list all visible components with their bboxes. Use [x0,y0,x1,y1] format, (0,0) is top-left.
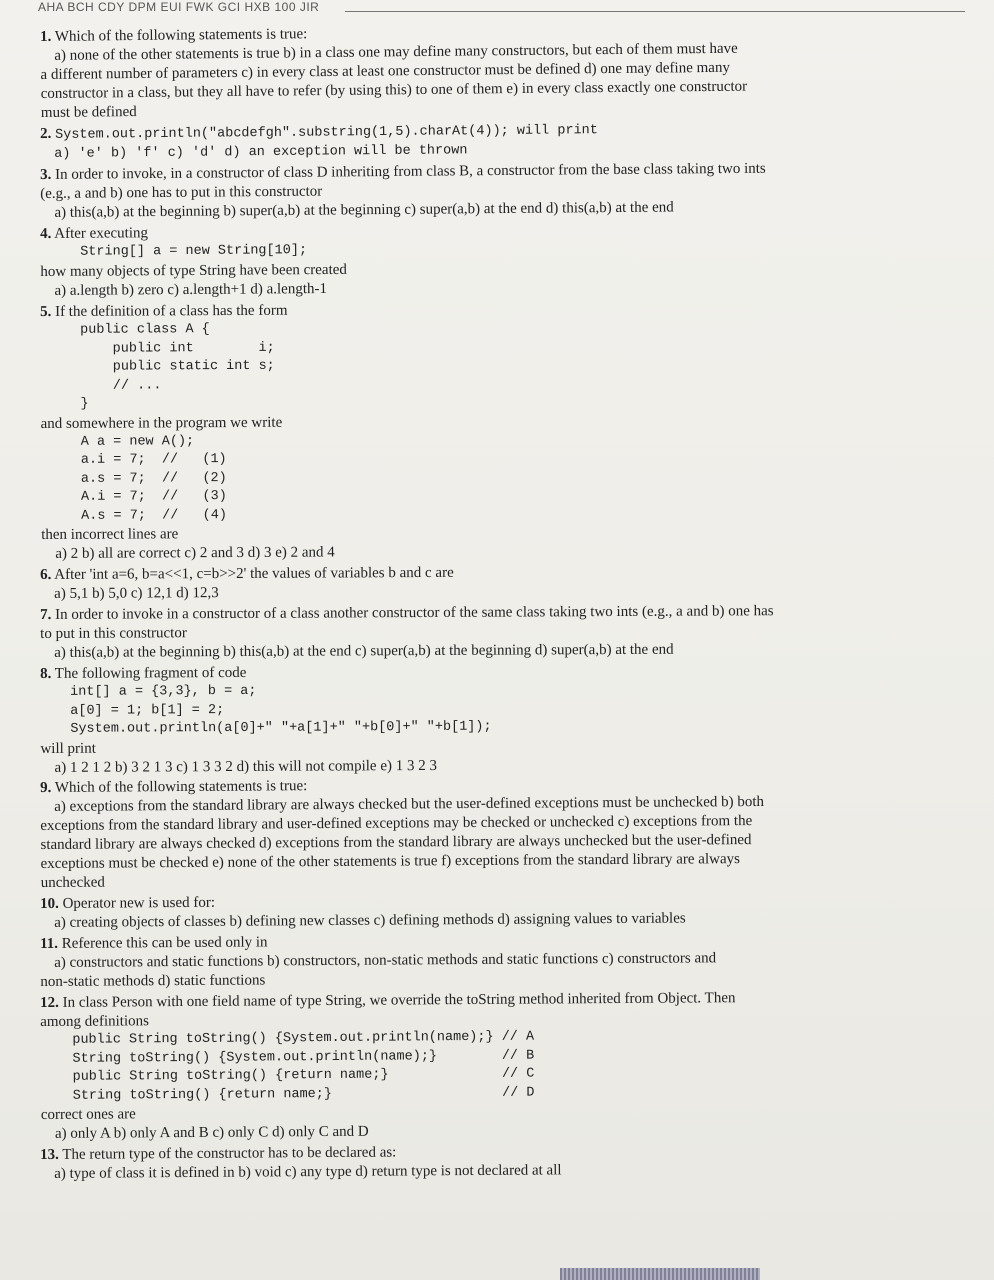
question-11 [40,929,940,992]
question-4 [40,219,941,301]
question-stem: Which of the following statements is true: [54,778,308,796]
question-text-line: (e.g., a and b) one has to put in this constructor [40,183,323,202]
answer-options: a) 'e' b) 'f' c) 'd' d) an exception will be thrown [54,143,468,162]
code-line: String toString() {return name;} // D [72,1085,535,1104]
answer-options: a) 2 b) all are correct c) 2 and 3 d) 3 e) 2 and 4 [55,543,335,562]
question-number: 13. [40,1146,59,1163]
code-line: a.s = 7; // (2) [80,470,227,486]
question-number: 8. [40,665,52,682]
question-stem: Operator new is used for: [62,894,216,912]
question-text-line: among definitions [40,1013,149,1030]
question-number: 5. [40,303,52,320]
question-stem: The return type of the constructor has to be declared as: [62,1144,397,1163]
question-text-line: constructor in a class, but they all have to refer (by using this) to one of them e) in every class exactly one constructor [40,78,748,102]
question-text-line: a) none of the other statements is true b) in a class one may define many constructors, but each of them must have [54,40,738,64]
question-2 [40,117,940,164]
question-6 [40,561,940,604]
question-stem: The following fragment of code [54,664,247,682]
question-text-line: correct ones are [40,1106,136,1123]
code-line: // ... [80,377,162,393]
answer-options: a) this(a,b) at the beginning b) this(a,b) at the end c) super(a,b) at the beginning d) super(a,b) at the end [54,641,674,661]
answer-options: a) 5,1 b) 5,0 c) 12,1 d) 12,3 [54,584,219,602]
code-line: } [80,396,89,412]
question-10 [40,889,940,933]
question-stem: If the definition of a class has the form [55,302,288,320]
code-line: a[0] = 1; b[1] = 2; [70,702,225,718]
code-line: A.s = 7; // (4) [81,507,227,523]
question-number: 9. [40,779,52,796]
page-header: AHA BCH CDY DPM EUI FWK GCI HXB 100 JIR [38,0,320,14]
question-stem: After 'int a=6, b=a<<1, c=b>>2' the values of variables b and c are [54,564,454,583]
question-text-line: standard library are always checked d) exceptions from the standard library are always unchecked but the user-defined [40,832,752,853]
question-text-line: and somewhere in the program we write [40,413,283,431]
question-12 [40,988,941,1144]
question-9 [40,773,941,893]
question-text-line: exceptions from the standard library and user-defined exceptions may be checked or unchecked c) exceptions from the [40,813,753,834]
code-line: public static int s; [80,358,275,375]
fabric-edge [560,1268,760,1280]
question-text-line: a) constructors and static functions b) constructors, non-static methods and static functions c) constructors and [54,950,717,971]
question-list [40,28,940,1186]
code-block [40,317,940,414]
code-line: a.i = 7; // (1) [80,451,227,468]
question-number: 3. [40,166,52,183]
code-line: public String toString() {return name;} // C [72,1066,535,1085]
question-number: 2. [40,125,52,142]
question-text-line: exceptions must be checked e) none of the other statements is true f) exceptions from the standard library are always [40,851,740,872]
code-line: System.out.println(a[0]+" "+a[1]+" "+b[0]+" "+b[1]); [70,719,492,737]
code-line: A.i = 7; // (3) [80,488,227,505]
code-line: public class A { [80,321,210,338]
question-number: 4. [40,225,52,242]
question-5 [40,298,941,564]
question-stem: In order to invoke in a constructor of a class another constructor of the same class taking two ints (e.g., a and b) one has [55,602,774,623]
answer-options: a) a.length b) zero c) a.length+1 d) a.length-1 [54,280,328,299]
question-number: 10. [40,895,59,912]
question-7 [40,601,940,663]
answer-options: a) 1 2 1 2 b) 3 2 1 3 c) 1 3 3 2 d) this will not compile e) 1 3 2 3 [54,756,438,775]
question-text-line: then incorrect lines are [41,525,179,543]
answer-options: a) type of class it is defined in b) void c) any type d) return type is not declared at all [54,1162,562,1182]
question-text-line: non-static methods d) static functions [40,972,266,990]
question-number: 11. [40,935,59,952]
answer-options: a) this(a,b) at the beginning b) super(a,b) at the beginning c) super(a,b) at the end d) this(a,b) at the end [54,199,674,221]
code-snippet: String[] a = new String[10]; [80,243,308,260]
question-stem: In order to invoke, in a constructor of class D inheriting from class B, a constructor from the base class taking two ints [55,160,766,183]
question-text-line: will print [40,739,96,756]
question-stem: After executing [54,225,149,242]
question-stem: In class Person with one field name of type String, we override the toString method inherited from Object. Then [62,990,736,1011]
question-1 [40,19,941,123]
code-line: public String toString() {System.out.println(name);} // A [72,1029,535,1048]
code-block [40,679,940,739]
header-rule [345,11,965,12]
code-line: int[] a = {3,3}, b = a; [70,683,257,700]
question-text-line: must be defined [40,103,137,121]
code-block [40,1026,940,1106]
question-text-line: a different number of parameters c) in every class at least one constructor must be defined d) one may define many [40,59,731,83]
question-text-line: a) exceptions from the standard library are always checked but the user-defined exceptions must be unchecked b) both [54,793,765,815]
question-text-line: unchecked [40,874,105,891]
question-stem: System.out.println("abcdefgh".substring(1,5).charAt(4)); will print [55,123,598,143]
question-number: 1. [40,28,52,45]
code-line: String toString() {System.out.println(name);} // B [72,1048,535,1067]
code-block [41,428,941,525]
question-text-line: to put in this constructor [40,624,187,642]
question-8 [40,660,941,777]
question-number: 12. [40,994,59,1011]
question-stem: Reference this can be used only in [61,934,268,952]
answer-options: a) only A b) only A and B c) only C d) only C and D [54,1123,369,1142]
answer-options: a) creating objects of classes b) defining new classes c) defining methods d) assigning values to variables [54,910,686,931]
question-number: 7. [40,606,52,623]
question-number: 6. [40,566,52,583]
code-line: public int i; [80,339,275,356]
code-line: A a = new A(); [80,433,195,449]
question-stem: Which of the following statements is true: [54,26,308,45]
question-text-line: how many objects of type String have been created [40,261,347,280]
question-13 [40,1140,940,1184]
question-3 [40,158,940,223]
